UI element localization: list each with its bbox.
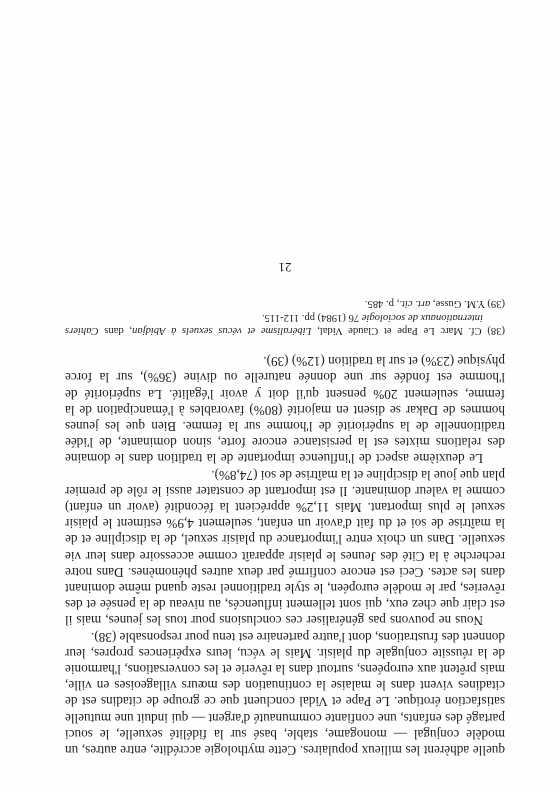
footnote-39 (65, 297, 505, 310)
body-paragraph-2: Nous ne pouvons pas généraliser ces conclusions pour tous les jeunes, mais il est clair que chez eux, qui sont tellement influencés, au niveau de la pensée et des rêveries, par le modèle européen, le style traditionnel reste quand même dominant dans les actes. Ceci est encore confirmé par deux autres phénomènes. Dans notre recherche à la Cité des Jeunes le plaisir apparaît comme accessoire dans leur vie sexuelle. Dans un choix entre l'importance du plaisir sexuel, de la discipline et de la maîtrise de soi et du fait d'avoir un enfant, seulement 4,9% estiment le plaisir sexuel le plus important. Mais 11,2% apprécient la fécondité (avoir un enfant) comme la valeur dominante. Il est important de constater aussi le rôle de premier plan que joue la discipline et la maîtrise de soi (74,8%). (65, 467, 505, 629)
footnote-journal: Cahiers internationaux de sociologie (65, 311, 483, 336)
footnote-in: dans (104, 324, 124, 336)
page-number: 21 (278, 259, 292, 275)
footnote-38 (65, 311, 505, 337)
footnote-author: Cf. Marc Le Pape et Claude Vidal, (317, 324, 482, 336)
footnote-author: Y.M. Gusse, (432, 297, 486, 309)
footnote-title: art. cit., (396, 297, 431, 309)
footnote-details: 76 (1984) pp. 112-115. (261, 311, 360, 323)
footnote-details: p. 485. (364, 297, 395, 309)
body-paragraph-1: quelle adhèrent les milieux populaires. Cette mythologie accrédite, entre autres, un modèle conjugal — monogame, stable, basé sur la fidélité sexuelle, le souci partagé des enfants, une confiante communauté d'argent — qui induit une mutuelle satisfaction érotique. Le Pape et Vidal concluent que ce groupe de citadins est de citadines vivent dans le malaise la continuation des mœurs villageoises en ville, mais prêtent aux européens, surtout dans la rêverie et les conversations, l'harmonie de la réussite conjugale du plaisir. Mais le vécu, leurs expériences propres, leur donnent des frustrations, dont l'autre partenaire est tenu pour responsable (38). (65, 629, 505, 758)
page-body (65, 259, 505, 758)
footnote-number: (39) (487, 297, 505, 309)
footnote-title: Libéralisme et vécus sexuels à Abidjan, (129, 324, 312, 336)
body-paragraph-3: Le deuxième aspect de l'influence importante de la tradition dans le domaine des relations mixtes est la persistance encore forte, sinon dominante, de l'idée traditionnelle de la supériorité de l'homme sur la femme. Bien que les jeunes hommes de Dakar se disent en majorité (80%) favorables à l'émancipation de la femme, seulement 20% pensent qu'il doit y avoir l'égalité. La supériorité de l'homme est fondée sur une donnée naturelle ou divine (36%), sur la force physique (23%) et sur la tradition (12%) (39). (65, 354, 505, 467)
footnote-number: (38) (487, 324, 505, 336)
footnotes (65, 297, 505, 337)
